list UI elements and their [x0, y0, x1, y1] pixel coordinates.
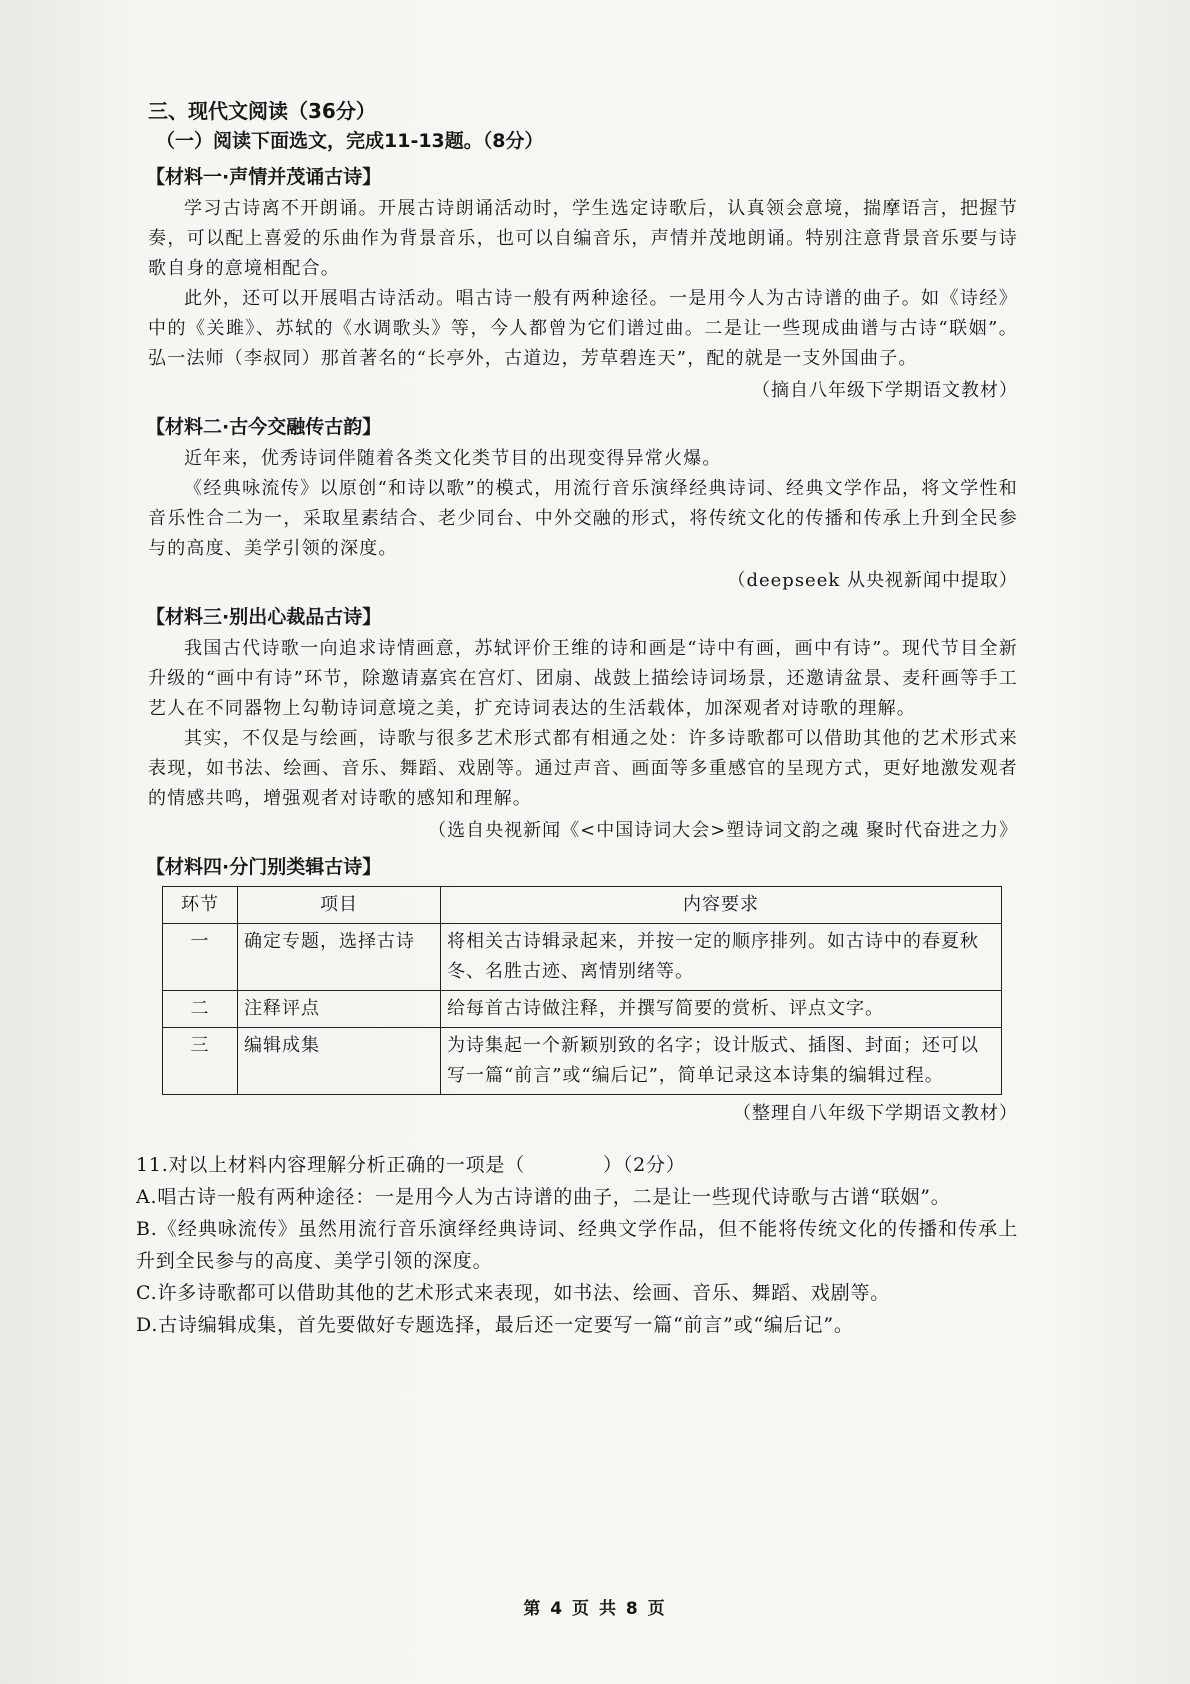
column-header: 项目: [238, 887, 441, 924]
material-1: [148, 162, 1018, 406]
section-subtitle: （一）阅读下面选文，完成11-13题。（8分）: [156, 130, 544, 152]
option-b: B.《经典咏流传》虽然用流行音乐演绎经典诗词、经典文学作品，但不能将传统文化的传播和传承上升到全民参与的高度、美学引领的深度。: [136, 1218, 1018, 1272]
option-a: A.唱古诗一般有两种途径：一是用今人为古诗谱的曲子，二是让一些现代诗歌与古谱“联姻”。: [136, 1186, 951, 1208]
material-4: [148, 852, 1018, 1129]
requirement-cell: 给每首古诗做注释，并撰写简要的赏析、评点文字。: [441, 991, 1002, 1028]
source-note: （deepseek 从央视新闻中提取）: [727, 570, 1018, 591]
source-note: （整理自八年级下学期语文教材）: [733, 1103, 1018, 1124]
material-title: 【材料三·别出心裁品古诗】: [146, 606, 382, 628]
item-cell: 注释评点: [238, 991, 441, 1028]
editing-steps-table: [162, 886, 1002, 1095]
step-cell: 二: [163, 991, 238, 1028]
question-stem: [136, 1149, 1018, 1181]
option-d: D.古诗编辑成集，首先要做好专题选择，最后还一定要写一篇“前言”或“编后记”。: [136, 1314, 854, 1336]
table-row: [163, 924, 1002, 991]
material-3: [148, 602, 1018, 846]
paragraph: 学习古诗离不开朗诵。开展古诗朗诵活动时，学生选定诗歌后，认真领会意境，揣摩语言，把握节奏，可以配上喜爱的乐曲作为背景音乐，也可以自编音乐，声情并茂地朗诵。特别注意背景音乐要与诗歌自身的意境相配合。: [148, 198, 1018, 279]
item-cell: 确定专题，选择古诗: [238, 924, 441, 991]
paragraph: 我国古代诗歌一向追求诗情画意，苏轼评价王维的诗和画是“诗中有画，画中有诗”。现代节目全新升级的“画中有诗”环节，除邀请嘉宾在宫灯、团扇、战鼓上描绘诗词场景，还邀请盆景、麦秆画等手工艺人在不同器物上勾勒诗词意境之美，扩充诗词表达的生活载体，加深观者对诗歌的理解。: [148, 638, 1018, 719]
step-cell: 三: [163, 1028, 238, 1095]
material-2: [148, 412, 1018, 596]
column-header: 环节: [163, 887, 238, 924]
requirement-cell: 将相关古诗辑录起来，并按一定的顺序排列。如古诗中的春夏秋冬、名胜古迹、离情别绪等。: [441, 924, 1002, 991]
step-cell: 一: [163, 924, 238, 991]
table-row: [163, 1028, 1002, 1095]
source-note: （选自央视新闻《<中国诗词大会>塑诗词文韵之魂 聚时代奋进之力》: [428, 820, 1018, 841]
column-header: 内容要求: [441, 887, 1002, 924]
source-note: （摘自八年级下学期语文教材）: [752, 380, 1018, 401]
page-content: [136, 96, 1018, 1341]
question-score: ）（2分）: [603, 1154, 686, 1176]
option-c: C.许多诗歌都可以借助其他的艺术形式来表现，如书法、绘画、音乐、舞蹈、戏剧等。: [136, 1282, 891, 1304]
material-title: 【材料二·古今交融传古韵】: [146, 416, 382, 438]
question-stem-text: 11.对以上材料内容理解分析正确的一项是（: [136, 1154, 526, 1176]
page-number: 第 4 页 共 8 页: [523, 1599, 667, 1619]
requirement-cell: 为诗集起一个新颖别致的名字；设计版式、插图、封面；还可以写一篇“前言”或“编后记”，简单记录这本诗集的编辑过程。: [441, 1028, 1002, 1095]
material-title: 【材料一·声情并茂诵古诗】: [146, 166, 382, 188]
table-header-row: [163, 887, 1002, 924]
paragraph: 《经典咏流传》以原创“和诗以歌”的模式，用流行音乐演绎经典诗词、经典文学作品，将文学性和音乐性合二为一，采取星素结合、老少同台、中外交融的形式，将传统文化的传播和传承上升到全民参与的高度、美学引领的深度。: [148, 478, 1018, 559]
section-title: 三、现代文阅读（36分）: [148, 99, 376, 123]
paragraph: 此外，还可以开展唱古诗活动。唱古诗一般有两种途径。一是用今人为古诗谱的曲子。如《诗经》中的《关雎》、苏轼的《水调歌头》等，今人都曾为它们谱过曲。二是让一些现成曲谱与古诗“联姻”。弘一法师（李叔同）那首著名的“长亭外，古道边，芳草碧连天”，配的就是一支外国曲子。: [148, 288, 1018, 369]
table-row: [163, 991, 1002, 1028]
material-title: 【材料四·分门别类辑古诗】: [146, 856, 382, 878]
paragraph: 其实，不仅是与绘画，诗歌与很多艺术形式都有相通之处：许多诗歌都可以借助其他的艺术形式来表现，如书法、绘画、音乐、舞蹈、戏剧等。通过声音、画面等多重感官的呈现方式，更好地激发观者的情感共鸣，增强观者对诗歌的感知和理解。: [148, 728, 1018, 809]
item-cell: 编辑成集: [238, 1028, 441, 1095]
paragraph: 近年来，优秀诗词伴随着各类文化类节目的出现变得异常火爆。: [184, 448, 722, 469]
question-11: [136, 1149, 1018, 1341]
